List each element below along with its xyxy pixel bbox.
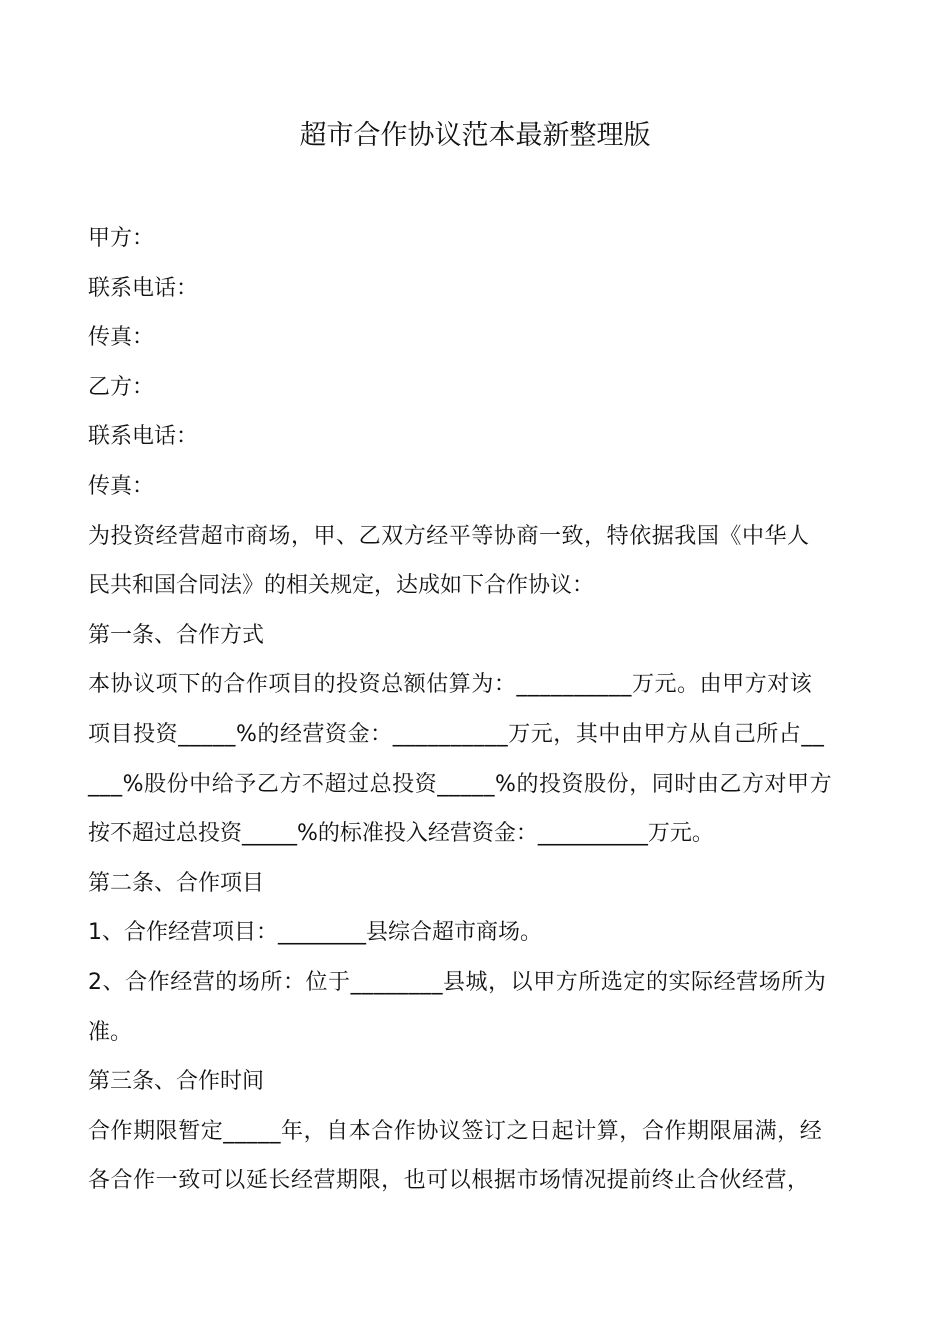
intro-paragraph-line-2: 民共和国合同法》的相关规定，达成如下合作协议： bbox=[88, 573, 595, 599]
article-3-heading: 第三条、合作时间 bbox=[88, 1069, 265, 1095]
party-b-phone-line: 联系电话： bbox=[88, 424, 199, 450]
intro-paragraph-line-1: 为投资经营超市商场，甲、乙双方经平等协商一致，特依据我国《中华人 bbox=[88, 523, 810, 549]
article-3-paragraph-line-1: 合作期限暂定_____年，自本合作协议签订之日起计算，合作期限届满，经 bbox=[88, 1118, 823, 1144]
article-3-paragraph-line-2: 各合作一致可以延长经营期限，也可以根据市场情况提前终止合伙经营， bbox=[88, 1168, 810, 1194]
party-a-fax-line: 传真： bbox=[88, 325, 155, 351]
party-b-line: 乙方： bbox=[88, 374, 155, 400]
party-b-fax-line: 传真： bbox=[88, 473, 155, 499]
document-title: 超市合作协议范本最新整理版 bbox=[299, 120, 651, 151]
article-1-paragraph-line-1: 本协议项下的合作项目的投资总额估算为：__________万元。由甲方对该 bbox=[88, 672, 813, 698]
party-a-line: 甲方： bbox=[88, 226, 155, 251]
party-a-phone-line: 联系电话： bbox=[88, 275, 199, 301]
article-1-heading: 第一条、合作方式 bbox=[88, 622, 265, 648]
article-1-paragraph-line-3: ___%股份中给予乙方不超过总投资_____%的投资股份，同时由乙方对甲方 bbox=[88, 771, 833, 797]
article-2-item-2-line-1: 2、合作经营的场所：位于________县城，以甲方所选定的实际经营场所为 bbox=[88, 969, 827, 995]
article-2-item-1: 1、合作经营项目：________县综合超市商场。 bbox=[88, 920, 542, 946]
document-body bbox=[88, 214, 868, 1206]
article-2-heading: 第二条、合作项目 bbox=[88, 870, 265, 896]
article-1-paragraph-line-2: 项目投资_____%的经营资金：__________万元，其中由甲方从自己所占__ bbox=[88, 721, 825, 747]
article-1-paragraph-line-4: 按不超过总投资_____%的标准投入经营资金：__________万元。 bbox=[88, 821, 714, 847]
article-2-item-2-line-2: 准。 bbox=[88, 1019, 133, 1045]
